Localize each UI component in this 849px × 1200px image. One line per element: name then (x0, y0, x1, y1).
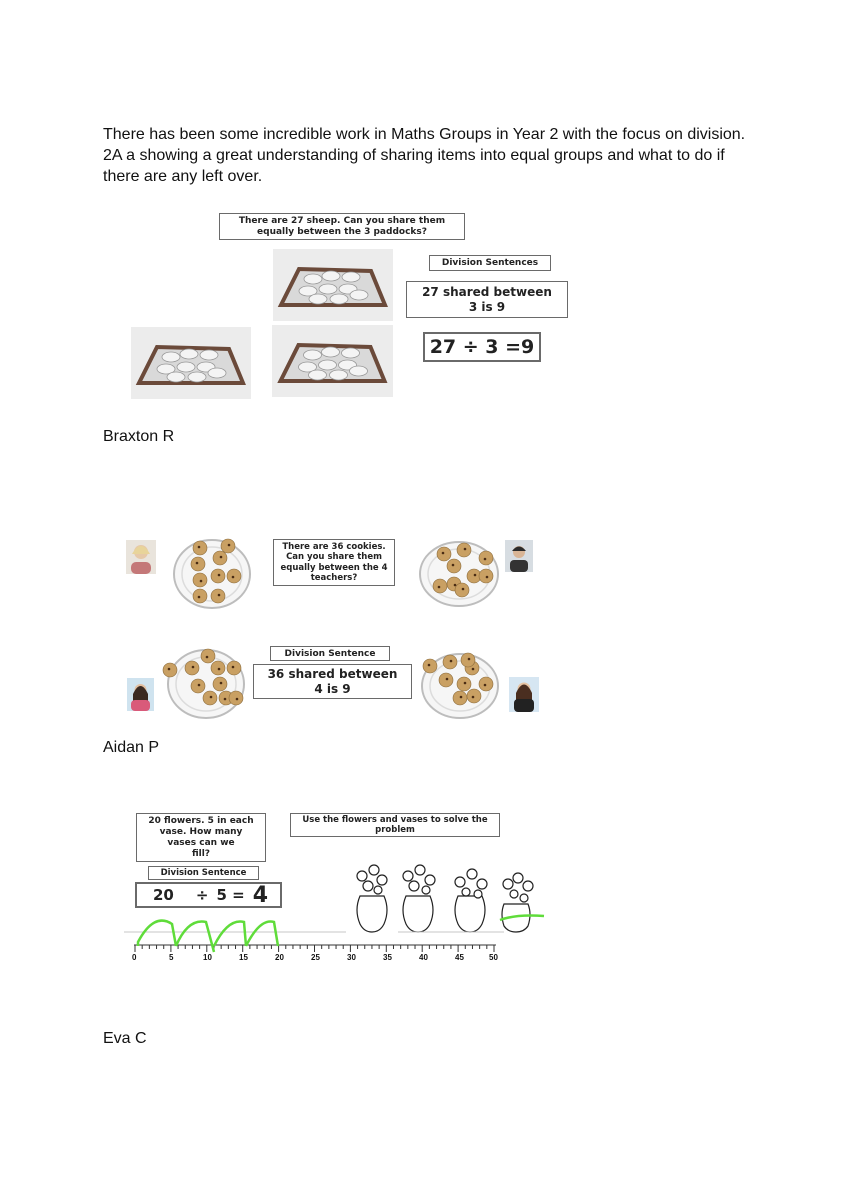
question-line: teachers? (310, 573, 358, 583)
question-line: There are 27 sheep. Can you share them (238, 215, 446, 226)
tick-label: 40 (419, 953, 428, 962)
question-line: There are 36 cookies. (282, 541, 386, 552)
intro-line: there are any left over. (103, 168, 263, 185)
equation-operator: ÷ (195, 886, 209, 904)
division-sentence-heading (270, 646, 390, 661)
tick-label: 30 (347, 953, 356, 962)
heading-text: Division Sentence (160, 868, 247, 878)
sentence-line: 4 is 9 (314, 681, 351, 696)
tick-label: 15 (239, 953, 248, 962)
sentence-line: 3 is 9 (468, 299, 506, 314)
teacher-photo (127, 678, 154, 711)
caption-eva: Eva C (103, 1030, 147, 1047)
cookie-plate-image (416, 648, 502, 720)
question-line: equally between the 4 (280, 562, 388, 573)
intro-line: There has been some incredible work in Maths Groups in Year 2 with the focus on division. (103, 126, 746, 143)
division-sentences-heading (429, 255, 551, 271)
instruction-line: Use the flowers and vases to solve the (302, 814, 488, 825)
equation-divisor: 5 = (216, 886, 245, 904)
question-line: fill? (191, 848, 211, 859)
sheep-pen-image (272, 325, 393, 397)
tick-label: 20 (275, 953, 284, 962)
intro-paragraph (103, 124, 763, 187)
caption-aidan: Aidan P (103, 739, 160, 756)
equation-box (135, 882, 282, 908)
tick-label: 0 (132, 953, 137, 962)
tick-label: 45 (455, 953, 464, 962)
sentence-line: 27 shared between (422, 284, 552, 299)
teacher-photo (509, 677, 539, 712)
sheep-pen-image (273, 249, 393, 321)
cookie-question-box (273, 539, 395, 586)
question-line: Can you share them (286, 552, 382, 562)
question-line: 20 flowers. 5 in each (148, 815, 254, 826)
question-line: vases can we (167, 837, 235, 848)
cookie-plate-image (160, 648, 246, 720)
equation-text: 27 ÷ 3 =9 (429, 336, 535, 358)
equation-answer: 4 (252, 882, 268, 908)
heading-text: Division Sentences (441, 258, 539, 268)
caption-braxton: Braxton R (103, 428, 175, 445)
equation-box (423, 332, 541, 362)
division-sentence-heading (148, 866, 259, 880)
tick-label: 10 (203, 953, 212, 962)
question-line: vase. How many (159, 826, 243, 837)
teacher-photo (505, 540, 533, 572)
intro-line: 2A a showing a great understanding of sharing items into equal groups and what to do if (103, 147, 725, 164)
teacher-photo (126, 540, 156, 574)
question-line: equally between the 3 paddocks? (257, 226, 427, 237)
division-sentence-box (406, 281, 568, 318)
tick-label: 5 (169, 953, 174, 962)
division-sentence-box (253, 664, 412, 699)
equation-dividend: 20 (153, 886, 174, 904)
tick-label: 35 (383, 953, 392, 962)
heading-text: Division Sentence (284, 648, 376, 659)
tick-label: 25 (311, 953, 320, 962)
flower-question-box (136, 813, 266, 862)
sentence-line: 36 shared between (267, 666, 398, 681)
cookie-plate-image (418, 536, 500, 608)
instruction-line: problem (375, 825, 415, 835)
tick-label: 50 (489, 953, 498, 962)
number-line (120, 912, 510, 968)
instruction-box (290, 813, 500, 837)
sheep-question-box (219, 213, 465, 240)
cookie-plate-image (172, 536, 252, 610)
sheep-pen-image (131, 327, 251, 399)
